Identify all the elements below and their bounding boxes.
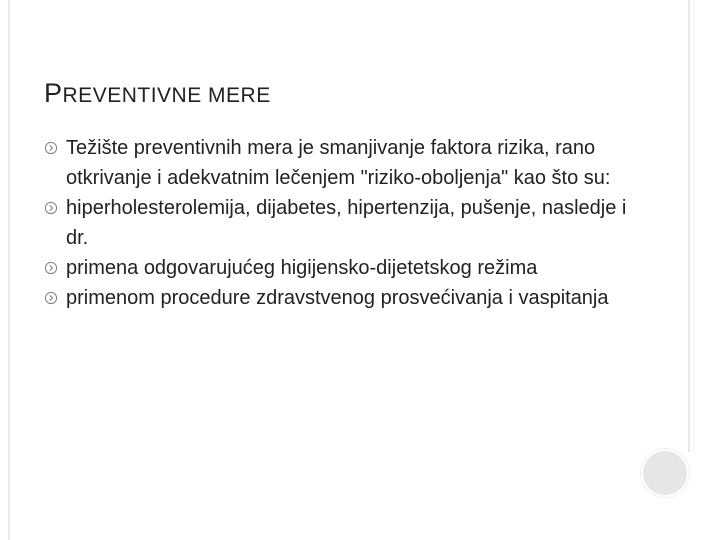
bullet-text: Težište preventivnih mera je smanjivanje faktora rizika, rano otkrivanje i adekvatnim lečenjem "riziko-oboljenja" kao što su: bbox=[66, 137, 611, 189]
bullet-text: hiperholesterolemija, dijabetes, hipertenzija, pušenje, nasledje i dr. bbox=[66, 197, 627, 249]
frame-right-line-secondary bbox=[693, 0, 694, 452]
circled-arrow-icon bbox=[44, 201, 58, 215]
bullet-item bbox=[44, 253, 654, 283]
slide-title-first-letter: P bbox=[44, 78, 63, 108]
frame-right-line bbox=[688, 0, 690, 452]
circled-arrow-icon bbox=[44, 261, 58, 275]
bullet-text: primena odgovarujućeg higijensko-dijetetskog režima bbox=[66, 257, 538, 279]
bullet-item bbox=[44, 133, 654, 193]
bullet-text: primenom procedure zdravstvenog prosvećivanja i vaspitanja bbox=[66, 287, 609, 309]
circled-arrow-icon bbox=[44, 141, 58, 155]
bullet-list bbox=[44, 133, 654, 313]
circled-arrow-icon bbox=[44, 291, 58, 305]
slide-title bbox=[44, 78, 271, 109]
slide-title-rest: REVENTIVNE MERE bbox=[62, 84, 271, 107]
bullet-item bbox=[44, 283, 654, 313]
frame-left-line bbox=[8, 0, 10, 540]
corner-circle-decoration bbox=[641, 449, 689, 497]
bullet-item bbox=[44, 193, 654, 253]
